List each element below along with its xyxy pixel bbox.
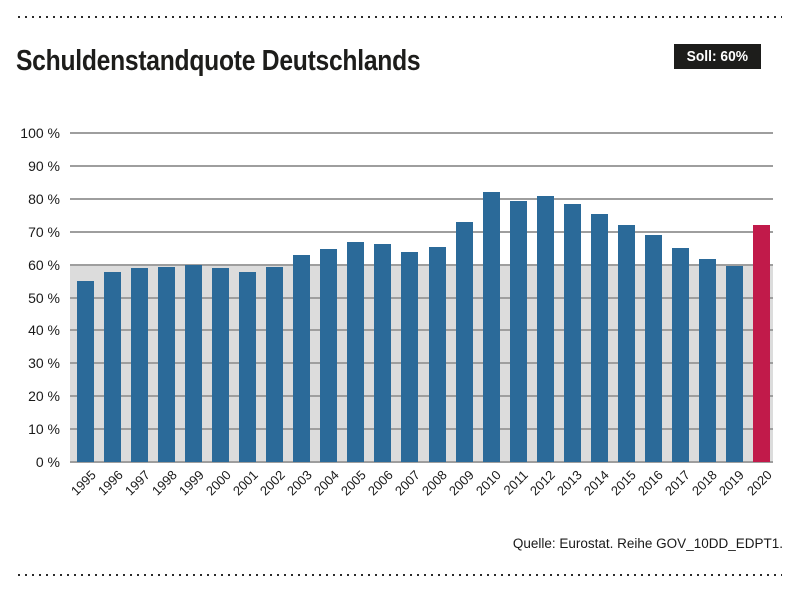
- bottom-dotted-border: [18, 574, 782, 576]
- bar-2006: [374, 244, 391, 462]
- y-tick-60: 60 %: [28, 256, 60, 273]
- target-badge: [674, 44, 761, 69]
- gridline-10: [70, 428, 773, 430]
- gridline-100: [70, 132, 773, 134]
- bar-2015: [618, 225, 635, 462]
- x-tick-2008: 2008: [418, 467, 450, 499]
- source-caption: Quelle: Eurostat. Reihe GOV_10DD_EDPT1.: [512, 536, 783, 551]
- gridline-90: [70, 165, 773, 167]
- bar-2007: [401, 252, 418, 462]
- bar-2002: [266, 267, 283, 462]
- bar-2005: [347, 242, 364, 462]
- bar-2017: [672, 248, 689, 462]
- x-tick-2019: 2019: [716, 467, 748, 499]
- gridline-50: [70, 297, 773, 299]
- y-tick-30: 30 %: [28, 355, 60, 372]
- y-tick-70: 70 %: [28, 223, 60, 240]
- x-tick-2004: 2004: [310, 467, 342, 499]
- x-tick-2018: 2018: [689, 467, 721, 499]
- bar-1997: [131, 268, 148, 462]
- x-tick-2017: 2017: [662, 467, 694, 499]
- y-tick-80: 80 %: [28, 190, 60, 207]
- bar-2001: [239, 272, 256, 462]
- y-tick-40: 40 %: [28, 322, 60, 339]
- y-axis-labels: [10, 125, 60, 470]
- bar-2003: [293, 255, 310, 462]
- bar-2019: [726, 266, 743, 462]
- bar-2012: [537, 196, 554, 462]
- x-tick-2016: 2016: [635, 467, 667, 499]
- y-tick-90: 90 %: [28, 157, 60, 174]
- bar-1995: [77, 281, 94, 462]
- x-tick-2009: 2009: [445, 467, 477, 499]
- y-tick-10: 10 %: [28, 421, 60, 438]
- gridline-60: [70, 264, 773, 266]
- gridline-30: [70, 362, 773, 364]
- x-tick-2010: 2010: [472, 467, 505, 499]
- bar-2010: [483, 192, 500, 462]
- bar-2018: [699, 259, 716, 462]
- bar-2020: [753, 225, 770, 462]
- bar-2011: [510, 201, 527, 462]
- gridline-40: [70, 329, 773, 331]
- bar-2016: [645, 235, 662, 462]
- x-tick-2000: 2000: [202, 467, 234, 499]
- x-tick-2012: 2012: [527, 467, 559, 499]
- gridline-70: [70, 231, 773, 233]
- y-tick-0: 0 %: [35, 454, 60, 470]
- x-axis-labels: [67, 462, 775, 520]
- x-tick-2005: 2005: [337, 467, 369, 499]
- bar-2000: [212, 268, 229, 462]
- bar-2004: [320, 249, 337, 462]
- gridline-20: [70, 395, 773, 397]
- x-tick-2014: 2014: [581, 467, 613, 499]
- bar-2008: [429, 247, 446, 462]
- y-tick-50: 50 %: [28, 289, 60, 306]
- bar-2009: [456, 222, 473, 462]
- x-tick-1999: 1999: [175, 467, 207, 499]
- x-tick-2003: 2003: [283, 467, 315, 499]
- gridline-80: [70, 198, 773, 200]
- x-tick-2020: 2020: [743, 467, 775, 499]
- target-badge-label: Soll: 60%: [686, 48, 749, 65]
- x-tick-1995: 1995: [67, 467, 99, 499]
- bar-1999: [185, 265, 202, 462]
- plot-area: [70, 133, 773, 462]
- x-tick-1998: 1998: [148, 467, 180, 499]
- bar-2014: [591, 214, 608, 462]
- x-tick-2007: 2007: [391, 467, 423, 499]
- x-tick-2013: 2013: [554, 467, 586, 499]
- bar-1998: [158, 267, 175, 462]
- bar-2013: [564, 204, 581, 462]
- x-tick-2006: 2006: [364, 467, 396, 499]
- x-tick-2001: 2001: [229, 467, 261, 499]
- x-tick-2002: 2002: [256, 467, 288, 499]
- chart-title: Schuldenstandquote Deutschlands: [16, 45, 421, 77]
- x-tick-1996: 1996: [94, 467, 126, 499]
- bar-1996: [104, 272, 121, 462]
- y-tick-20: 20 %: [28, 388, 60, 405]
- x-tick-2015: 2015: [608, 467, 640, 499]
- x-tick-1997: 1997: [121, 467, 153, 499]
- top-dotted-border: [18, 16, 782, 18]
- x-tick-2011: 2011: [500, 467, 532, 498]
- y-tick-100: 100 %: [20, 125, 60, 141]
